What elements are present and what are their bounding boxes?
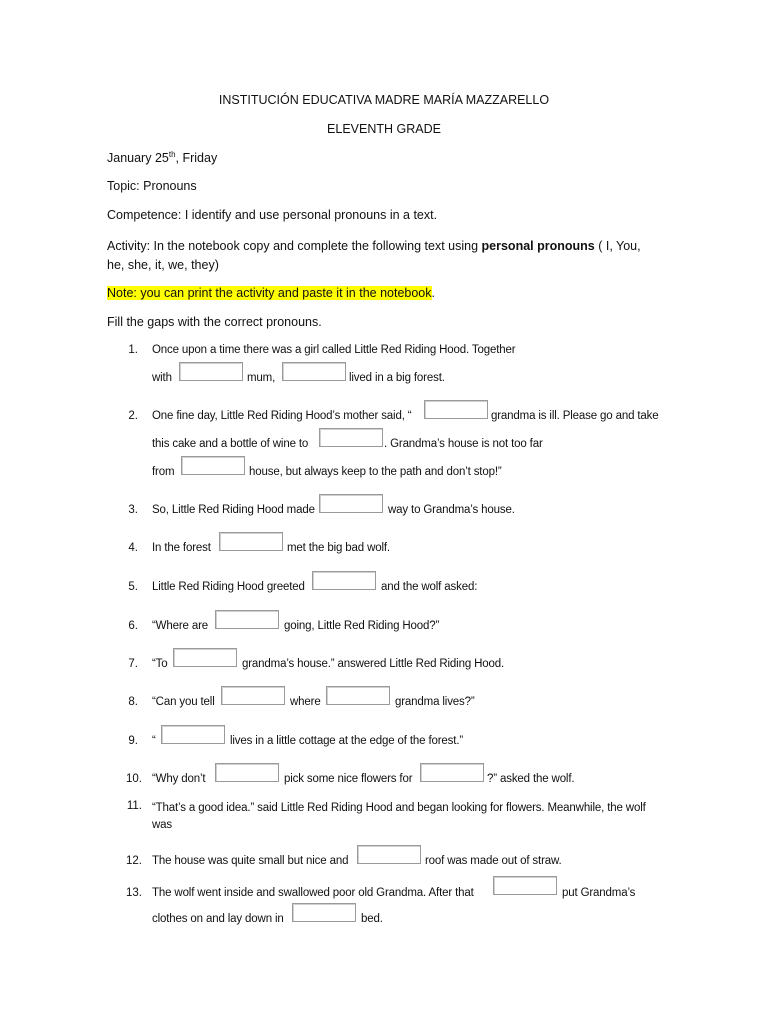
item-text: going, Little Red Riding Hood?”: [284, 620, 440, 632]
item-text: Little Red Riding Hood greeted: [152, 581, 305, 593]
pronoun-gap-3[interactable]: [319, 494, 383, 513]
school-name: INSTITUCIÓN EDUCATIVA MADRE MARÍA MAZZARELLO: [218, 93, 550, 107]
item-text: “: [152, 735, 156, 747]
item-text: bed.: [361, 913, 383, 925]
item-text: way to Grandma’s house.: [388, 504, 515, 516]
item-number: 4.: [128, 542, 138, 554]
item-text: pick some nice flowers for: [284, 773, 413, 785]
item-text: “To: [152, 658, 168, 670]
note-highlight: Note: you can print the activity and paste it in the notebook: [107, 286, 432, 300]
date-text: January 25: [107, 151, 169, 166]
item-number: 6.: [128, 620, 138, 632]
pronoun-gap-13a[interactable]: [493, 876, 557, 895]
pronoun-gap-2c[interactable]: [181, 456, 245, 475]
pronoun-gap-2b[interactable]: [319, 428, 383, 447]
item-number: 1.: [128, 344, 138, 356]
activity-text: Activity: In the notebook copy and complete the following text using: [107, 239, 482, 253]
item-number: 10.: [126, 773, 142, 785]
note-period: .: [431, 286, 435, 300]
item-number: 12.: [126, 855, 142, 867]
item-number: 13.: [126, 887, 142, 899]
item-text: this cake and a bottle of wine to: [152, 438, 309, 450]
item-number: 8.: [128, 696, 138, 708]
item-text: lives in a little cottage at the edge of the forest.”: [230, 735, 464, 747]
item-text: Once upon a time there was a girl called Little Red Riding Hood. Together: [152, 344, 516, 356]
activity-bold: personal pronouns: [481, 239, 595, 253]
pronoun-gap-13b[interactable]: [292, 903, 356, 922]
pronoun-gap-12[interactable]: [357, 845, 421, 864]
item-text: and the wolf asked:: [381, 581, 478, 593]
item-text: “That’s a good idea.” said Little Red Riding Hood and began looking for flowers. Meanwhile, the wolf was: [152, 802, 646, 831]
item-text: grandma lives?”: [395, 696, 475, 708]
activity-pronouns: ( I, You, he, she, it, we, they): [107, 239, 641, 272]
item-text: with: [152, 372, 172, 384]
item-text: . Grandma’s house is not too far: [384, 438, 543, 450]
item-text: “Why don’t: [152, 773, 206, 785]
item-number: 5.: [128, 581, 138, 593]
instruction-line: Fill the gaps with the correct pronouns.: [107, 315, 322, 329]
item-text: lived in a big forest.: [349, 372, 445, 384]
date-line: [107, 150, 217, 165]
pronoun-gap-2a[interactable]: [424, 400, 488, 419]
date-suffix-sup: th: [168, 150, 176, 159]
item-text: “Where are: [152, 620, 209, 632]
note-line: [107, 286, 435, 300]
item-text: house, but always keep to the path and don’t stop!”: [249, 466, 502, 478]
item-text: put Grandma’s: [562, 887, 636, 899]
item-text: mum,: [247, 372, 276, 384]
item-text: ?” asked the wolf.: [487, 773, 575, 785]
topic-line: Topic: Pronouns: [107, 179, 197, 193]
item-text: from: [152, 466, 175, 478]
pronoun-gap-5[interactable]: [312, 571, 376, 590]
item-text: grandma is ill. Please go and take: [491, 410, 659, 422]
item-text: So, Little Red Riding Hood made: [152, 504, 315, 516]
grade-title: ELEVENTH GRADE: [327, 122, 441, 136]
pronoun-gap-1b[interactable]: [282, 362, 346, 381]
item-text: The wolf went inside and swallowed poor old Grandma. After that: [152, 887, 474, 899]
pronoun-gap-7[interactable]: [173, 648, 237, 667]
item-number: 11.: [126, 800, 142, 812]
pronoun-gap-1a[interactable]: [179, 362, 243, 381]
item-text: roof was made out of straw.: [425, 855, 562, 867]
date-weekday: , Friday: [175, 151, 218, 166]
pronoun-gap-8a[interactable]: [221, 686, 285, 705]
competence-line: Competence: I identify and use personal pronouns in a text.: [107, 208, 438, 222]
item-number: 9.: [128, 735, 138, 747]
item-text: grandma’s house.” answered Little Red Riding Hood.: [242, 658, 505, 670]
item-text: where: [290, 696, 321, 708]
pronoun-gap-6[interactable]: [215, 610, 279, 629]
item-text: “Can you tell: [152, 696, 215, 708]
item-number: 3.: [128, 504, 138, 516]
activity-line: [107, 237, 655, 275]
item-text: met the big bad wolf.: [287, 542, 390, 554]
item-number: 2.: [128, 410, 138, 422]
pronoun-gap-10a[interactable]: [215, 763, 279, 782]
item-text: In the forest: [152, 542, 211, 554]
item-text: clothes on and lay down in: [152, 913, 284, 925]
pronoun-gap-10b[interactable]: [420, 763, 484, 782]
pronoun-gap-8b[interactable]: [326, 686, 390, 705]
item-number: 7.: [128, 658, 138, 670]
item-text: One fine day, Little Red Riding Hood’s mother said, “: [152, 410, 412, 422]
pronoun-gap-4[interactable]: [219, 532, 283, 551]
item-text: The house was quite small but nice and: [152, 855, 349, 867]
pronoun-gap-9[interactable]: [161, 725, 225, 744]
